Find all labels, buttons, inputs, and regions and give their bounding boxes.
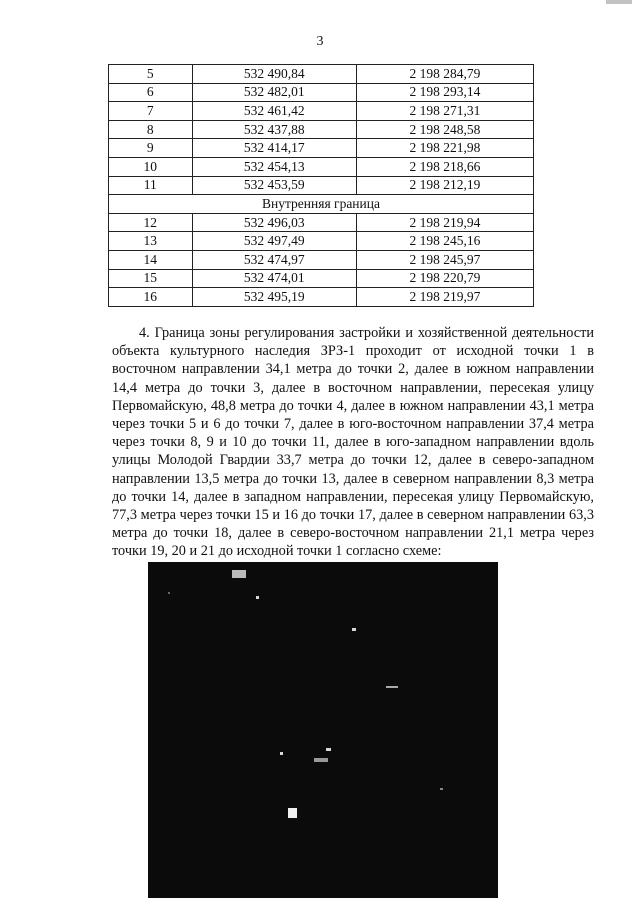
table-row: [109, 250, 534, 269]
x-coordinate-cell: 532 454,13: [192, 157, 356, 176]
y-coordinate-cell: 2 198 219,94: [356, 213, 533, 232]
scheme-mark: [256, 596, 259, 599]
table-row: [109, 213, 534, 232]
table-row: [109, 65, 534, 84]
x-coordinate-cell: 532 414,17: [192, 139, 356, 158]
table-body-top: [109, 65, 534, 195]
point-number-cell: 11: [109, 176, 193, 195]
point-number-cell: 9: [109, 139, 193, 158]
section-label: Внутренняя граница: [109, 195, 534, 214]
scheme-mark: [386, 686, 398, 688]
x-coordinate-cell: 532 490,84: [192, 65, 356, 84]
x-coordinate-cell: 532 495,19: [192, 288, 356, 307]
table-row: [109, 195, 534, 214]
point-number-cell: 5: [109, 65, 193, 84]
point-number-cell: 16: [109, 288, 193, 307]
scheme-mark: [440, 788, 443, 790]
point-number-cell: 12: [109, 213, 193, 232]
table-row: [109, 269, 534, 288]
scheme-point-marker: [288, 808, 297, 818]
y-coordinate-cell: 2 198 212,19: [356, 176, 533, 195]
table-row: [109, 157, 534, 176]
scheme-mark: [232, 570, 246, 578]
x-coordinate-cell: 532 453,59: [192, 176, 356, 195]
scan-corner-mark: [606, 0, 632, 4]
coordinates-table: [108, 64, 534, 307]
table-row: [109, 120, 534, 139]
point-number-cell: 7: [109, 102, 193, 121]
point-number-cell: 15: [109, 269, 193, 288]
y-coordinate-cell: 2 198 218,66: [356, 157, 533, 176]
x-coordinate-cell: 532 461,42: [192, 102, 356, 121]
page-number: 3: [316, 34, 324, 49]
scheme-mark: [280, 752, 283, 755]
scheme-mark: [314, 758, 328, 762]
table-row: [109, 139, 534, 158]
y-coordinate-cell: 2 198 248,58: [356, 120, 533, 139]
point-number-cell: 13: [109, 232, 193, 251]
point-number-cell: 14: [109, 250, 193, 269]
x-coordinate-cell: 532 482,01: [192, 83, 356, 102]
point-number-cell: 10: [109, 157, 193, 176]
table-row: [109, 176, 534, 195]
table-row: [109, 288, 534, 307]
x-coordinate-cell: 532 474,97: [192, 250, 356, 269]
point-number-cell: 6: [109, 83, 193, 102]
x-coordinate-cell: 532 497,49: [192, 232, 356, 251]
y-coordinate-cell: 2 198 284,79: [356, 65, 533, 84]
scheme-mark: [326, 748, 331, 751]
x-coordinate-cell: 532 437,88: [192, 120, 356, 139]
boundary-description: 4. Граница зоны регулирования застройки и хозяйственной деятельности объекта культурного наследия ЗРЗ-1 проходит от исходной точки 1 в восточном направлении 34,1 метра до точки 2, далее в южном направлении 14,4 метра до точки 3, далее в восточном направлении, пересекая улицу Первомайскую, 48,8 метра до точки 4, далее в южном направлении 43,1 метра через точки 5 и 6 до точки 7, далее в юго-восточном направлении 37,4 метра через точки 8, 9 и 10 до точки 11, далее в юго-западном направлении вдоль улицы Молодой Гвардии 33,7 метра до точки 12, далее в северо-западном направлении 13,5 метра до точки 13, далее в северном направлении 8,3 метра до точки 14, далее в западном направлении, пересекая улицу Первомайскую, 77,3 метра через точки 15 и 16 до точки 17, далее в северном направлении 63,3 метра до точки 18, далее в северо-восточном направлении 21,1 метра через точки 19, 20 и 21 до исходной точки 1 согласно схеме:: [112, 325, 594, 560]
scheme-mark: [352, 628, 356, 631]
y-coordinate-cell: 2 198 293,14: [356, 83, 533, 102]
table-row: [109, 232, 534, 251]
y-coordinate-cell: 2 198 219,97: [356, 288, 533, 307]
table-row: [109, 102, 534, 121]
table-section-header: [109, 195, 534, 214]
y-coordinate-cell: 2 198 271,31: [356, 102, 533, 121]
x-coordinate-cell: 532 496,03: [192, 213, 356, 232]
x-coordinate-cell: 532 474,01: [192, 269, 356, 288]
point-number-cell: 8: [109, 120, 193, 139]
y-coordinate-cell: 2 198 245,16: [356, 232, 533, 251]
y-coordinate-cell: 2 198 221,98: [356, 139, 533, 158]
table-body-bottom: [109, 213, 534, 306]
scheme-image: [148, 562, 498, 898]
y-coordinate-cell: 2 198 220,79: [356, 269, 533, 288]
y-coordinate-cell: 2 198 245,97: [356, 250, 533, 269]
scheme-mark: [168, 592, 170, 594]
table-row: [109, 83, 534, 102]
